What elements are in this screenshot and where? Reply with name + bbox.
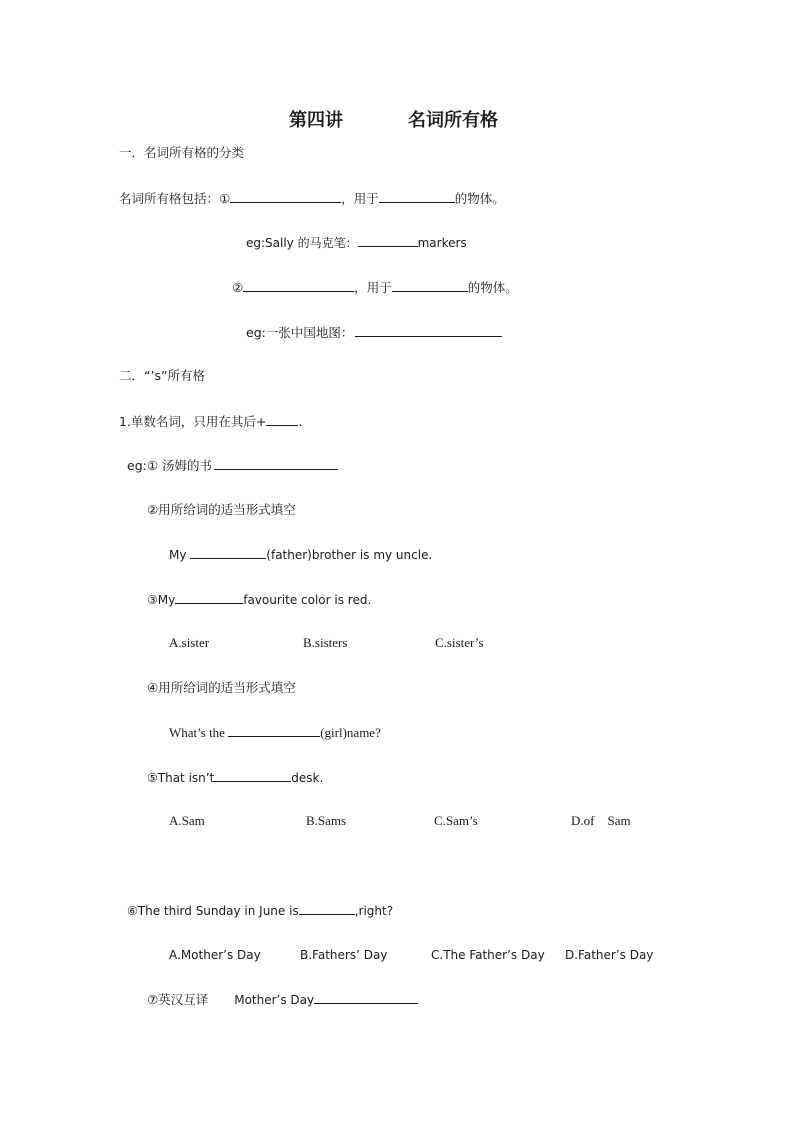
section-heading-2: 二．“’s”所有格 (119, 368, 205, 383)
option[interactable]: A.sister (169, 635, 210, 650)
example-line-3 (127, 457, 338, 474)
example-line-1 (246, 234, 467, 251)
answer-blank[interactable] (214, 769, 291, 782)
question-2-label: ②用所给词的适当形式填空 (147, 502, 296, 517)
question-5-line (147, 769, 323, 786)
q5-suffix: desk. (291, 771, 324, 785)
section-heading-1: 一．名词所有格的分类 (119, 145, 245, 160)
classification-line-2 (232, 279, 518, 296)
answer-blank[interactable] (299, 902, 355, 915)
option[interactable]: C.The Father’s Day (431, 948, 545, 962)
lead-text: 名词所有格包括：① (119, 191, 231, 206)
q5-prefix: ⑤That isn’t (147, 771, 215, 785)
q6-prefix: ⑥The third Sunday in June is (127, 904, 299, 918)
example-label: eg:① 汤姆的书 (127, 458, 213, 473)
question-3-line (147, 591, 371, 608)
example-prefix: eg:一张中国地图： (246, 325, 354, 340)
question-2-line (169, 546, 432, 563)
used-for-text: ，用于 (354, 280, 392, 295)
answer-blank[interactable] (266, 413, 298, 426)
question-4-label: ④用所给词的适当形式填空 (147, 680, 296, 695)
question-7-line (147, 991, 418, 1008)
answer-blank[interactable] (355, 324, 502, 337)
q4-prefix: What’s the (169, 725, 229, 740)
lesson-topic: 名词所有格 (408, 110, 498, 131)
rule-line-1 (119, 413, 302, 430)
used-for-text: ，用于 (341, 191, 379, 206)
answer-blank[interactable] (392, 279, 468, 292)
option[interactable]: A.Sam (169, 813, 205, 828)
answer-blank[interactable] (230, 190, 341, 203)
option[interactable]: B.sisters (303, 635, 348, 650)
q7-text: Mother’s Day (234, 993, 315, 1007)
q3-prefix: ③My (147, 593, 176, 607)
option[interactable]: C.Sam’s (434, 813, 478, 828)
rule-text: 1.单数名词，只用在其后+ (119, 414, 267, 429)
answer-blank[interactable] (214, 457, 338, 470)
objects-text: 的物体。 (454, 191, 505, 206)
answer-blank[interactable] (175, 591, 243, 604)
option[interactable]: C.sister’s (435, 635, 484, 650)
classification-line-1 (119, 190, 505, 207)
answer-blank[interactable] (358, 234, 418, 247)
q6-suffix: ,right? (354, 904, 394, 918)
lesson-number: 第四讲 (289, 110, 343, 131)
example-suffix: markers (417, 236, 467, 250)
q2-suffix: (father)brother is my uncle. (266, 548, 433, 562)
rule-end: . (298, 414, 303, 429)
question-6-line (127, 902, 393, 919)
number-marker: ② (232, 280, 244, 295)
q4-suffix: (girl)name? (320, 725, 381, 740)
answer-blank[interactable] (228, 724, 320, 737)
answer-blank[interactable] (314, 991, 418, 1004)
option[interactable]: B.Fathers’ Day (300, 948, 388, 962)
question-4-line (169, 724, 381, 741)
answer-blank[interactable] (243, 279, 354, 292)
example-line-2 (246, 324, 502, 341)
q2-prefix: My (169, 548, 191, 562)
answer-blank[interactable] (190, 546, 266, 559)
example-prefix: eg:Sally 的马克笔： (246, 236, 358, 250)
option[interactable]: A.Mother’s Day (169, 948, 261, 962)
option[interactable]: B.Sams (306, 813, 347, 828)
q3-suffix: favourite color is red. (243, 593, 372, 607)
option[interactable]: D.Father’s Day (565, 948, 654, 962)
q7-label: ⑦英汉互译 (147, 992, 209, 1007)
option[interactable]: D.of Sam (571, 813, 631, 828)
answer-blank[interactable] (379, 190, 455, 203)
objects-text: 的物体。 (467, 280, 518, 295)
